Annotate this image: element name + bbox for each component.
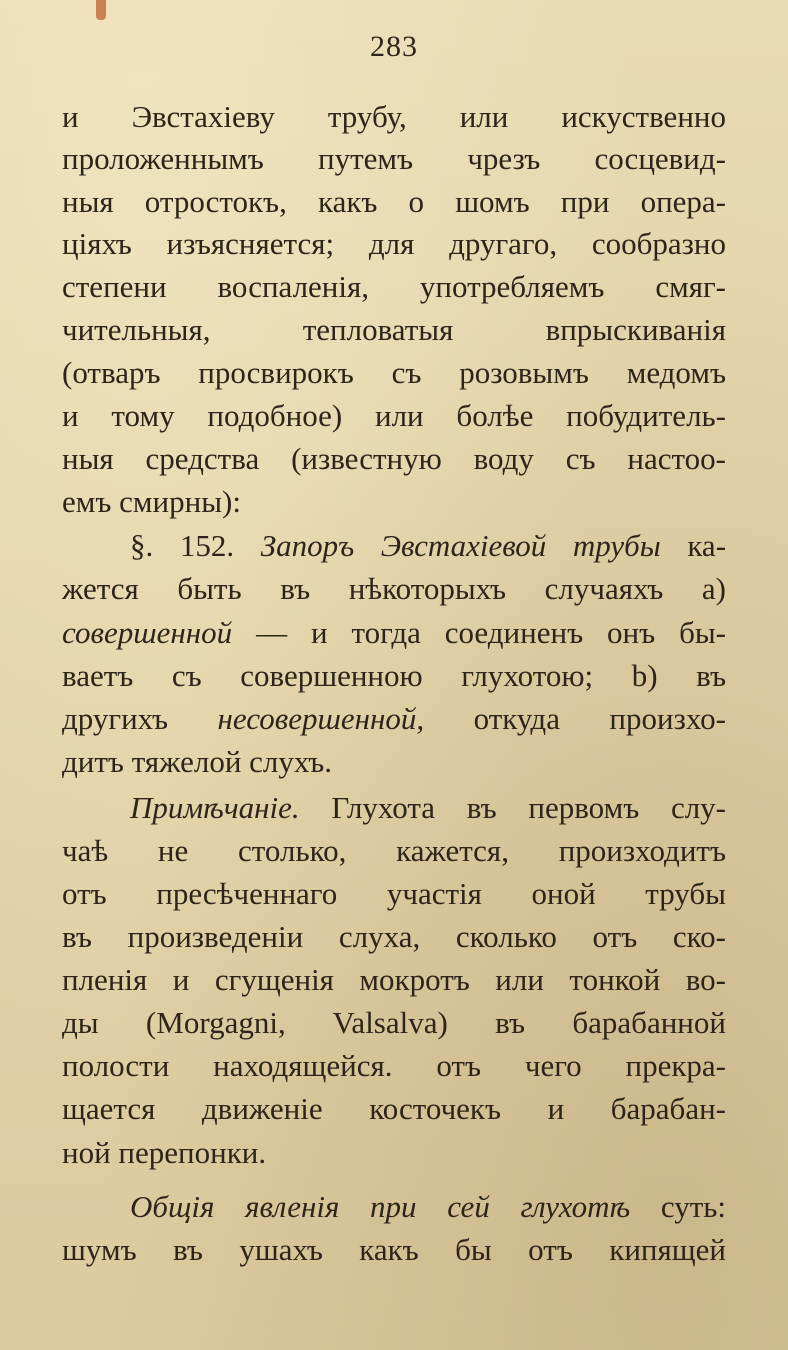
text-line: и Эвстахіеву трубу, или искуственно xyxy=(62,99,726,134)
text-line: и тому подобное) или болѣе побудитель- xyxy=(62,398,726,433)
text-line: ваетъ съ совершенною глухотою; b) въ xyxy=(62,658,726,693)
ink-stain xyxy=(96,0,106,20)
text-line: (отваръ просвирокъ съ розовымъ медомъ xyxy=(62,355,726,390)
note-label: Примѣчаніе. xyxy=(130,790,300,825)
text-line xyxy=(62,612,726,654)
paragraph-first-line xyxy=(130,1186,726,1228)
text-line: проложеннымъ путемъ чрезъ сосцевид- xyxy=(62,141,726,176)
text-line: чаѣ не столько, кажется, произходитъ xyxy=(62,833,726,868)
italic-term: Общія явленія при сей глухотѣ xyxy=(130,1189,631,1224)
text-line: ной перепонки. xyxy=(62,1135,267,1170)
text-line: отъ пресѣченнаго участія оной трубы xyxy=(62,876,726,911)
italic-term: несовершенной, xyxy=(217,701,425,736)
text-line: шумъ въ ушахъ какъ бы отъ кипящей xyxy=(62,1232,726,1267)
text-fragment: откуда произхо- xyxy=(473,701,726,736)
text-line: чительныя, тепловатыя впрыскиванія xyxy=(62,312,726,347)
text-line: дитъ тяжелой слухъ. xyxy=(62,744,332,779)
text-line: жется быть въ нѣкоторыхъ случаяхъ а) xyxy=(62,571,726,606)
text-fragment: Глухота въ первомъ слу- xyxy=(331,790,727,825)
italic-term: совершенной xyxy=(62,615,233,650)
text-line: въ произведеніи слуха, сколько отъ ско- xyxy=(62,919,726,954)
text-line: ды (Morgagni, Valsalva) въ барабанной xyxy=(62,1005,726,1040)
text-line: ціяхъ изъясняется; для другаго, сообразно xyxy=(62,226,726,261)
note-first-line xyxy=(130,787,726,829)
text-line: ныя отростокъ, какъ о шомъ при опера- xyxy=(62,184,726,219)
section-number: §. 152. xyxy=(130,528,235,563)
text-fragment: другихъ xyxy=(62,701,169,736)
page-number: 283 xyxy=(370,30,418,63)
section-title: Запоръ Эвстахіевой трубы xyxy=(260,528,661,563)
text-fragment: суть: xyxy=(660,1189,727,1224)
text-line: полости находящейся. отъ чего прекра- xyxy=(62,1048,726,1083)
text-line: емъ смирны): xyxy=(62,484,241,519)
text-line xyxy=(62,698,726,740)
text-line: щается движеніе косточекъ и барабан- xyxy=(62,1091,726,1126)
section-heading-line xyxy=(130,525,726,567)
text-line: пленія и сгущенія мокротъ или тонкой во- xyxy=(62,962,726,997)
text-line: степени воспаленія, употребляемъ смяг- xyxy=(62,269,726,304)
text-line: ныя средства (известную воду съ настоо- xyxy=(62,441,726,476)
text-fragment: — и тогда соединенъ онъ бы- xyxy=(256,615,727,650)
text-fragment: ка- xyxy=(687,528,727,563)
